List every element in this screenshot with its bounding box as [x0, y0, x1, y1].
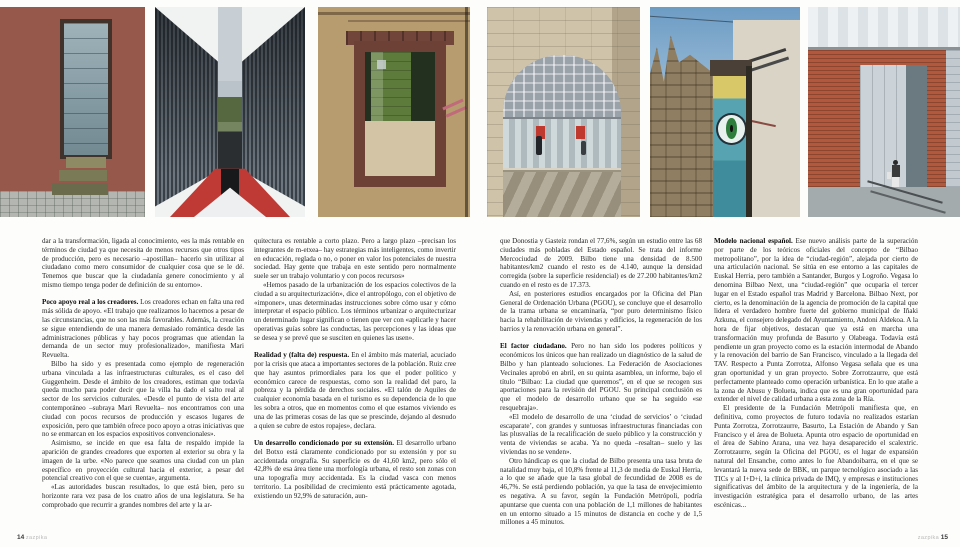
paragraph-text: que Donostia y Gasteiz rondan el 77,6%, según un estudio entre las 68 ciudades más pobladas del Estado español. Se trata del informe Mercociudad de 2009. Bilbo tiene una densidad de 8.500 habitantes/km2 cuando el resto es de 4.140, aunque la densidad corregida (sobre la superficie residencial) es de 27.200 habitantes/km2 cuando en el resto es de 17.373. [500, 237, 702, 289]
paragraph [254, 439, 456, 501]
photo-terracotta-entrance [808, 7, 960, 217]
photo4-glass-entrance [503, 117, 621, 174]
paragraph-text: Otro hándicap es que la ciudad de Bilbo presenta una tasa bruta de natalidad muy baja, el 10,8% frente al 11,3 de media de Euskal Herria, a lo que se añade que la tasa global de fecundidad de 2008 es de 46,7%. Se está perdiendo población, ya que la tasa de envejecimiento es negativa. A su favor, según la Fundación Metrópoli, podría apuntarse que cuenta con una población de 1,1 millones de habitantes en un entorno situado a 15 minutos de distancia en coche y de 1,5 millones a 45 minutos. [500, 456, 702, 527]
magazine-brand: zazpika [25, 535, 48, 541]
paragraph [500, 290, 702, 334]
photo5-eye-iris [726, 118, 737, 138]
page-number-right: 15 [940, 534, 948, 541]
paragraph-text: Los creadores echan en falta una red más sólida de apoyo. «El trabajo que realizamos lo hacemos a pesar de las circunstancias, que no son las más favorables. Además, la creación se sigue entendiendo de una manera demasiado romántica desde las administraciones públicas y hay pocos programas que atiendan la demanda de un sector muy profesionalizado», manifiesta Mari Revuelta. [42, 298, 244, 360]
paragraph [42, 439, 244, 483]
text-column-4 [714, 237, 918, 510]
paragraph-text: «El modelo de desarrollo de una ‘ciudad de servicios’ o ‘ciudad escaparate’, con grandes y suntuosas infraestructuras financiadas con las plusvalías de la recalificación de suelo público y la construcción y venta de viviendas se acaba. Ya no queda –resaltan– suelo y las viviendas no se venden». [500, 412, 702, 456]
paragraph-text: El desarrollo urbano del Botxo está claramente condicionado por su extensión y por su accidentada orografía. Su superficie es de 41,60 km2, pero sólo el 42,8% de esa área tiene una morfología urbana, el resto son zonas con una topografía muy accidentada. Es la ciudad vasca con menos territorio. La posibilidad de crecimiento está prácticamente agotada, existiendo un 92,9% de saturación, aun- [254, 438, 456, 500]
paragraph [42, 298, 244, 360]
photo3-stone-frame [354, 41, 446, 187]
page-number-left: 14 [17, 534, 25, 541]
photo3-green-door [371, 52, 412, 121]
photo5-eye-graffiti [716, 113, 746, 145]
section-heading-poco-apoyo: Poco apoyo real a los creadores. [42, 298, 139, 307]
photo3-concrete-infill [365, 121, 435, 176]
paragraph-text: Pero no han sido los poderes políticos y económicos los únicos que han realizado un diagnóstico de la salud de Bilbo y han planteado soluciones. La Federación de Asociaciones Vecinales aprobó en abril, en su quinta asamblea, un informe, bajo el título “Bilbao: La ciudad que queremos”, en el que se recogen sus aportaciones para la revisión del PGOU. Su principal conclusión es que el modelo de desarrollo urbano que se ha seguido «se resquebraja». [500, 342, 703, 412]
paragraph-text: Así, en posteriores estudios encargados por la Oficina del Plan General de Ordenación Urbana (PGOU), se concluye que el desarrollo de la trama urbana se encaminaría, “por puro determinismo físico hacia la rehabilitación de viviendas y edificios, la regeneración de los barrios y la renovación urbana en general”. [500, 289, 702, 333]
photo3-sign [377, 60, 386, 68]
paragraph-text: El presidente de la Fundación Metrópoli manifiesta que, en definitiva, como proyectos de futuro todavía no realizados estarían Punta Zorrotza, Zorrotzaurre, Basurto, La Estación de Abando y San Francisco y el área de Bolueta. Apunta otro espacio de oportunidad en el área de Sabino Arana, una vez haya desaparecido el scalextric. Zorrotzaurre, según la Oficina del PGOU, es el lugar de expansión natural del Ensanche, como antes lo fue Abandoibarra, en el que se levantará la nueva sede de BBK, un parque tecnológico asociado a las TICs y al I+D+i, la clínica privada de IMQ, y empresas e instituciones significativas del ámbito de la arquitectura y de la ingeniería, de la investigación estratégica para el desarrollo urbano, de las artes escénicas... [714, 404, 918, 509]
photo6-pedestrian [892, 165, 900, 177]
paragraph [42, 237, 244, 290]
paragraph-text: Ese nuevo análisis parte de la superación por parte de los teóricos oficiales del concepto de “Bilbao metropolitano”, por la idea de “ciudad-región”, alejada por cierto de una articulación nacional. Se sitúa en ese entorno a las capitales de Euskal Herria, pero también a Santander, Burgos y Logroño. Vegasa lo denomina Bilbao Next, una “ciudad-región” que ocuparía el tercer lugar en el Estado español tras Madrid y Barcelona. Bilbao Next, por cierto, es la denominación de la agencia de promoción de la capital que lidera el verdadero hombre fuerte del gobierno municipal de Iñaki Azkuna, el consejero delegado del Ayuntamiento, Andoni Aldekoa. A la hora de fijar objetivos, destacan que ya está en marcha una transformación muy profunda de Basurto y Olabeaga. Todavía está pendiente un gran proyecto como es la estación intermodal de Abando y la renovación del barrio de San Francisco, vinculado a la llegada del TAV. Respecto a Punta Zorrotza, Alfonso Vegasa señala que es una gran oportunidad y un gran proyecto. Sobre Zorrotzaurre, que está perfectamente planteado como operación urbanística. En lo que atañe a la zona de Abusu y Bolueta, indica que es una gran oportunidad para extender el nivel de calidad urbana a esta zona de la Ría. [714, 237, 918, 404]
photo-glass-canyon [155, 7, 305, 217]
photo-weathered-blue-door [0, 7, 145, 217]
photo5-shadow-gap [746, 66, 752, 217]
paragraph [500, 413, 702, 457]
photo4-pedestrian [581, 141, 586, 155]
photo2-sky-and-hills [218, 7, 242, 171]
text-column-2 [254, 237, 456, 501]
paragraph [42, 360, 244, 439]
photo6-pedestrian [892, 177, 899, 187]
photo4-shadowed-plaza [503, 172, 621, 217]
paragraph-text: «Las autoridades buscan resultados, lo que está bien, pero su horizonte rara vez pasa de los cuatro años de una legislatura. Se ha comprobado que recurrir a grandes nombres del arte y la ar- [42, 483, 244, 509]
paragraph-text: «Hemos pasado de la urbanización de los espacios colectivos de la ciudad a su arquitecturización», dice el antropólogo, con el objetivo de «imponer», unas determinadas instrucciones sobre cómo usar y cómo interpretar el espacio público. Los términos urbanizar o arquitecturizar un determinado lugar significan o tienen que ver con «aplicarle y hacer operativas guías sobre las conductas, las percepciones y las ideas que se desea y se prevé que se susciten en quienes las usen». [254, 280, 456, 342]
photo4-arch-opening [503, 55, 621, 217]
section-heading-factor-ciudadano: El factor ciudadano. [500, 342, 567, 351]
paragraph-text: Asimismo, se incide en que esa falta de respaldo impide la aparición de grandes creadores que exporten al exterior su obra y la imagen de la urbe. «No parece que seamos una ciudad con un plan específico en proyección cultural hacia el exterior, a pesar del potencial creativo con el que se cuenta», argumenta. [42, 439, 244, 483]
paragraph [500, 457, 702, 527]
paragraph-text: dar a la transformación, ligada al conocimiento, «es la más rentable en términos de ciudad ya que necesita de menos recursos que otros tipos de producción, pero es necesario –apostillan– hacerlo sin utilizar al ciudadano como mero consumidor de cualquier cosa que se le dé. Tenemos que buscar que la ciudadanía genere conocimiento y al mismo tiempo tenga poder de definición de su entorno». [42, 237, 244, 289]
paragraph [500, 237, 702, 290]
paragraph [42, 483, 244, 509]
photo4-red-poster [576, 126, 585, 139]
photo3-crack [318, 12, 470, 15]
photo-graffiti-ruin [650, 7, 800, 217]
photo1-blue-door [64, 23, 108, 155]
photo4-background-buildings [503, 55, 621, 117]
paragraph [254, 281, 456, 343]
photo3-opening [365, 52, 435, 176]
photo5-painted-door [713, 76, 746, 217]
photo6-shopping-bag [887, 172, 891, 179]
paragraph [254, 237, 456, 281]
paragraph-text: En el ámbito más material, acuciado por la crisis que ataca a importantes sectores de la población. Ruiz cree que hay asuntos primordiales para los que el poder político y económico carece de respuestas, como son la realidad del paro, la pobreza y la pérdida de derechos sociales. «El talón de Aquiles de cualquier economía basada en el turismo es su dependencia de lo que les sobra a otros, que en momentos como el que estamos viviendo es una de las primeras cosas de las que se prescinde, dejando al desnudo a quien se cubre de estos ropajes», declara. [254, 351, 456, 430]
photo1-step [66, 157, 106, 168]
photo6-glass-canopy [808, 7, 960, 50]
photo6-glass-door [906, 65, 926, 187]
photo3-pipe [465, 7, 468, 217]
photo1-step [52, 183, 108, 195]
footer-left [17, 534, 47, 541]
text-column-1 [42, 237, 244, 510]
paragraph [714, 237, 918, 404]
section-heading-realidad: Realidad y (falta de) respuesta. [254, 351, 350, 360]
photo1-door-frame [60, 19, 112, 159]
section-heading-desarrollo: Un desarrollo condicionado por su extensión. [254, 438, 394, 447]
photo6-side-building [946, 50, 960, 187]
paragraph-text: quitectura es rentable a corto plazo. Pero a largo plazo –precisan los integrantes de m-etxea– hay estrategias más inteligentes, como invertir en educación, reglada o no, o poner en valor los potenciales de nuestra sociedad. Hay gente que trabaja en este sentido pero normalmente suele ser un trabajo voluntario y con pocos recursos» [254, 237, 456, 281]
photo5-eye-pupil [730, 125, 733, 132]
paragraph [714, 404, 918, 510]
photo3-crack [348, 20, 470, 22]
paragraph [500, 342, 702, 412]
footer-right [918, 534, 948, 541]
text-column-3 [500, 237, 702, 527]
magazine-brand: zazpika [917, 535, 940, 541]
photo1-step [59, 170, 107, 181]
section-heading-modelo-nacional: Modelo nacional español. [714, 237, 793, 245]
photo-stone-arch [487, 7, 640, 217]
photo-stone-framed-green-door [318, 7, 470, 217]
paragraph-text: Bilbo ha sido y es presentada como ejemplo de regeneración urbana vinculada a las infraestructuras culturales, es el caso del Guggenheim. Desde el ámbito de los creadores, estiman que todavía queda mucho para poder decir que la villa ha dado el salto real al sector de los servicios culturales. «Desde el punto de vista del arte contemporáneo –subraya Mari Revuelta– nos encontramos con una ciudad con pocos recursos de producción y escasos lugares de exposición, pero que también ofrece poco apoyo a otras iniciativas que no se enmarcan en los espacios expositivos convencionales». [42, 359, 244, 439]
photo4-pedestrian [536, 136, 542, 155]
paragraph [254, 351, 456, 430]
